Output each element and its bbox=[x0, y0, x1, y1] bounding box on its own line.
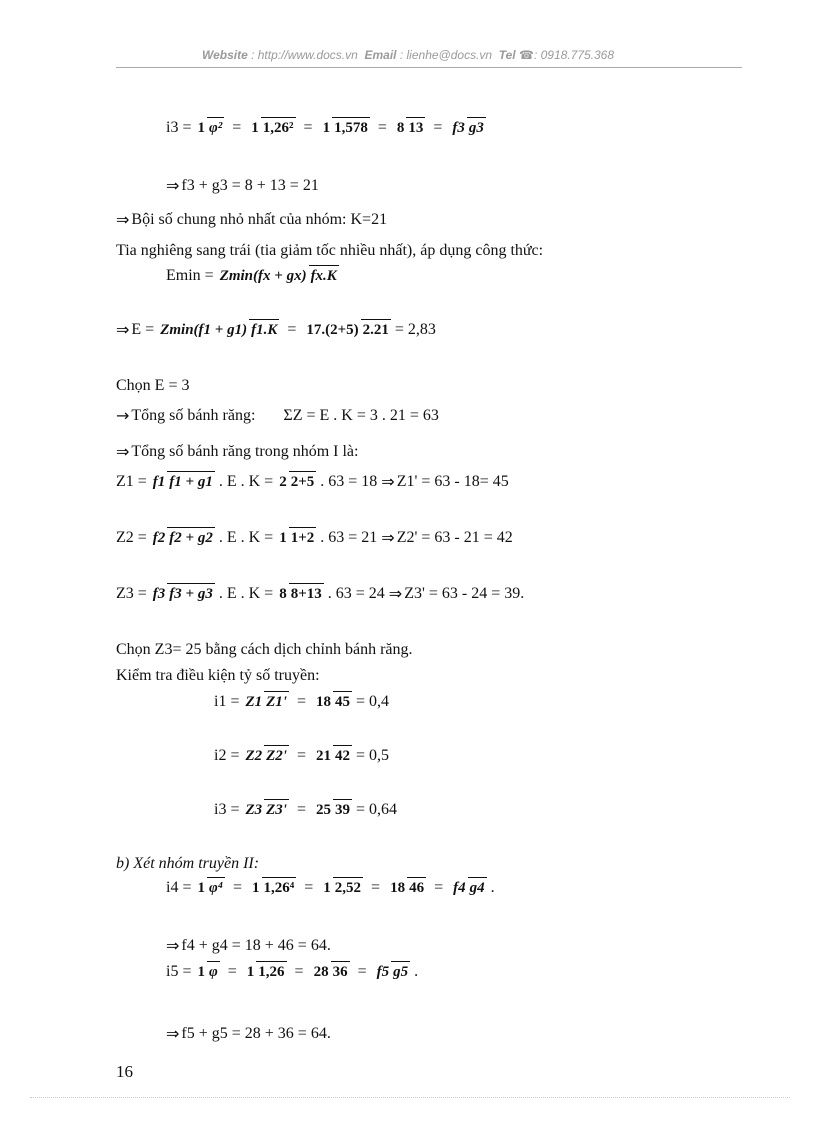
frac: f5 g5 bbox=[375, 965, 411, 980]
section-b-heading: b) Xét nhóm truyền II: bbox=[116, 855, 260, 872]
frac: 18 46 bbox=[388, 881, 426, 896]
frac: 1 φ bbox=[195, 965, 219, 980]
frac: 1 φ² bbox=[195, 121, 224, 136]
tel-label: Tel bbox=[498, 48, 516, 62]
eq-i4: i4 = 1 φ⁴ = 1 1,26⁴ = 1 2,52 = 18 46 = f4 g4 . bbox=[166, 880, 495, 896]
implies-icon: ⇒ bbox=[166, 936, 180, 955]
eq-z2: Z2 = f2 f2 + g2 . E . K = 1 1+2 . 63 = 21 ⇒ Z2' = 63 - 21 = 42 bbox=[116, 528, 513, 547]
eq-z1: Z1 = f1 f1 + g1 . E . K = 2 2+5 . 63 = 18 ⇒ Z1' = 63 - 18= 45 bbox=[116, 472, 509, 491]
website-value[interactable]: : http://www.docs.vn bbox=[251, 48, 358, 62]
implies-icon: ⇒ bbox=[381, 528, 395, 547]
frac: 1 2,52 bbox=[321, 881, 363, 896]
eq-i3b: i3 = Z3 Z3' = 25 39 = 0,64 bbox=[214, 802, 397, 818]
frac: f3 g3 bbox=[450, 121, 486, 136]
frac: Z1 Z1' bbox=[243, 695, 289, 710]
frac: Z3 Z3' bbox=[243, 803, 289, 818]
implies-icon: ⇒ bbox=[116, 210, 130, 229]
eq-i5: i5 = 1 φ = 1 1,26 = 28 36 = f5 g5 . bbox=[166, 964, 418, 980]
tel-value: : 0918.775.368 bbox=[533, 48, 615, 62]
eq-z3: Z3 = f3 f3 + g3 . E . K = 8 8+13 . 63 = 24 ⇒ Z3' = 63 - 24 = 39. bbox=[116, 584, 525, 603]
frac: 25 39 bbox=[314, 803, 352, 818]
frac: f2 f2 + g2 bbox=[151, 531, 215, 546]
frac: 2 2+5 bbox=[277, 475, 316, 490]
eq-i1: i1 = Z1 Z1' = 18 45 = 0,4 bbox=[214, 694, 389, 710]
frac: 8 8+13 bbox=[277, 587, 324, 602]
frac: 1 φ⁴ bbox=[195, 881, 225, 896]
frac: Zmin(fx + gx) fx.K bbox=[218, 269, 339, 284]
frac: Zmin(f1 + g1) f1.K bbox=[158, 323, 279, 338]
implies-icon: ⇒ bbox=[116, 320, 130, 339]
text-tia: Tia nghiêng sang trái (tia giảm tốc nhiều nhất), áp dụng công thức: bbox=[116, 242, 544, 259]
text-kiem-tra: Kiểm tra điều kiện tỷ số truyền: bbox=[116, 667, 320, 684]
eq-fg3: ⇒ f3 + g3 = 8 + 13 = 21 bbox=[166, 176, 319, 195]
frac: 17.(2+5) 2.21 bbox=[304, 323, 391, 338]
eq-fg5: ⇒ f5 + g5 = 28 + 36 = 64. bbox=[166, 1024, 331, 1043]
implies-icon: ⇒ bbox=[166, 176, 180, 195]
eq-fg4: ⇒ f4 + g4 = 18 + 46 = 64. bbox=[166, 936, 331, 955]
frac: f4 g4 bbox=[451, 881, 487, 896]
header-divider bbox=[116, 67, 742, 68]
frac: 1 1,26⁴ bbox=[250, 881, 296, 896]
text-bscnn: ⇒ Bội số chung nhỏ nhất của nhóm: K=21 bbox=[116, 210, 388, 229]
text-chon-e: Chọn E = 3 bbox=[116, 377, 190, 394]
page-header bbox=[0, 48, 816, 62]
frac: f1 f1 + g1 bbox=[151, 475, 215, 490]
implies-icon: ⇒ bbox=[381, 472, 395, 491]
email-label: Email bbox=[364, 48, 397, 62]
implies-icon: ⇒ bbox=[166, 1024, 180, 1043]
website-label: Website bbox=[201, 48, 248, 62]
implies-icon: ⇒ bbox=[388, 584, 403, 603]
frac: 1 1,26² bbox=[249, 121, 295, 136]
footer-divider bbox=[30, 1097, 790, 1098]
eq-i2: i2 = Z2 Z2' = 21 42 = 0,5 bbox=[214, 748, 389, 764]
frac: 21 42 bbox=[314, 749, 352, 764]
frac: 1 1+2 bbox=[277, 531, 316, 546]
frac: 28 36 bbox=[312, 965, 350, 980]
sigma-icon: Σ bbox=[283, 407, 293, 424]
phone-icon: ☎ bbox=[519, 48, 534, 62]
text-tong-nhom: ⇒ Tổng số bánh răng trong nhóm I là: bbox=[116, 442, 359, 461]
right-arrow-icon: → bbox=[116, 406, 130, 425]
frac: 18 45 bbox=[314, 695, 352, 710]
eq-i3: i3 = 1 φ² = 1 1,26² = 1 1,578 = 8 13 = f3 g3 bbox=[166, 120, 490, 136]
frac: 1 1,578 bbox=[321, 121, 370, 136]
frac: f3 f3 + g3 bbox=[151, 587, 215, 602]
text-chon-z3: Chọn Z3= 25 bằng cách dịch chỉnh bánh răng. bbox=[116, 641, 413, 658]
frac: 8 13 bbox=[395, 121, 426, 136]
page-number: 16 bbox=[116, 1062, 133, 1081]
frac: Z2 Z2' bbox=[243, 749, 289, 764]
frac: 1 1,26 bbox=[245, 965, 287, 980]
email-value[interactable]: : lienhe@docs.vn bbox=[399, 48, 493, 62]
eq-emin: Emin = Zmin(fx + gx) fx.K bbox=[166, 268, 343, 284]
text-tong: → Tổng số bánh răng: Σ Z = E . K = 3 . 21 = 63 bbox=[116, 406, 439, 425]
eq-e: ⇒ E = Zmin(f1 + g1) f1.K = 17.(2+5) 2.21 = 2,83 bbox=[116, 320, 436, 339]
implies-icon: ⇒ bbox=[116, 442, 130, 461]
